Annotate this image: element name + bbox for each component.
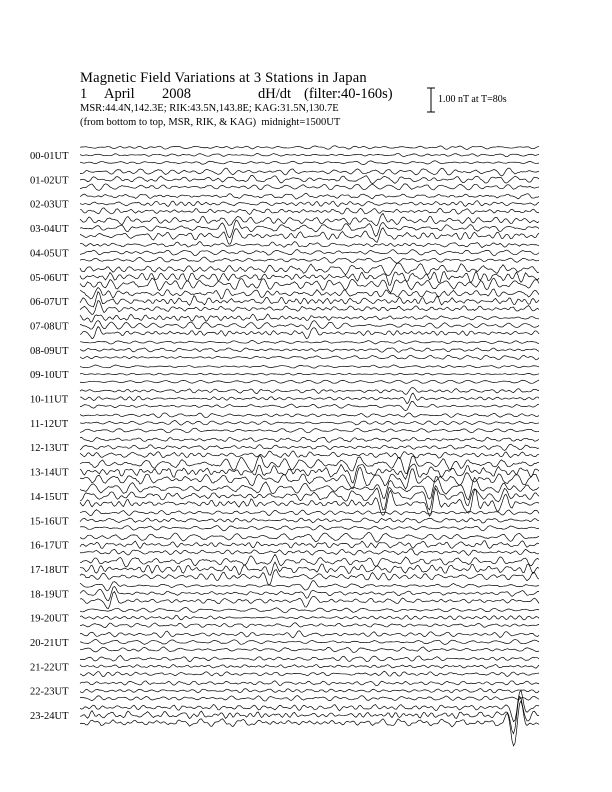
trace-kag-hour-21 bbox=[80, 656, 539, 662]
trace-kag-hour-4 bbox=[80, 242, 539, 248]
trace-rik-hour-1 bbox=[80, 175, 539, 183]
quantity-label: dH/dt bbox=[258, 86, 292, 102]
trace-rik-hour-4 bbox=[80, 250, 539, 256]
trace-msr-hour-8 bbox=[80, 355, 539, 360]
row-label: 12-13UT bbox=[30, 443, 69, 455]
row-label: 13-14UT bbox=[30, 467, 69, 479]
trace-msr-hour-5 bbox=[80, 278, 539, 293]
order-note-text: (from bottom to top, MSR, RIK, & KAG) bbox=[80, 117, 257, 128]
row-label: 19-20UT bbox=[30, 613, 69, 625]
row-label: 04-05UT bbox=[30, 248, 69, 260]
scale-bar-label: 1.00 nT at T=80s bbox=[438, 94, 507, 105]
row-label: 01-02UT bbox=[30, 175, 69, 187]
trace-msr-hour-14 bbox=[80, 488, 539, 516]
row-label: 14-15UT bbox=[30, 491, 69, 503]
trace-msr-hour-10 bbox=[80, 401, 539, 410]
row-label: 20-21UT bbox=[30, 638, 69, 649]
row-label: 00-01UT bbox=[30, 151, 69, 162]
row-label: 22-23UT bbox=[30, 686, 69, 698]
trace-kag-hour-12 bbox=[80, 437, 539, 442]
trace-rik-hour-15 bbox=[80, 518, 539, 523]
trace-kag-hour-16 bbox=[80, 532, 539, 542]
trace-kag-hour-20 bbox=[80, 631, 539, 638]
trace-kag-hour-7 bbox=[80, 314, 539, 322]
filter-label: (filter:40-160s) bbox=[304, 86, 393, 102]
trace-msr-hour-12 bbox=[80, 451, 539, 459]
midnight-note: midnight=1500UT bbox=[261, 117, 341, 128]
trace-kag-hour-8 bbox=[80, 340, 539, 344]
trace-rik-hour-16 bbox=[80, 541, 539, 549]
station-coordinates: MSR:44.4N,142.3E; RIK:43.5N,143.8E; KAG:31.5N,130.7E bbox=[80, 103, 339, 114]
row-label: 05-06UT bbox=[30, 272, 69, 284]
row-label: 11-12UT bbox=[30, 418, 69, 430]
row-label: 15-16UT bbox=[30, 516, 69, 528]
trace-rik-hour-13 bbox=[80, 464, 539, 483]
trace-rik-hour-7 bbox=[80, 321, 539, 330]
trace-rik-hour-21 bbox=[80, 664, 539, 668]
trace-kag-hour-0 bbox=[80, 146, 539, 150]
trace-rik-hour-11 bbox=[80, 421, 539, 425]
trace-kag-hour-14 bbox=[80, 476, 539, 499]
trace-kag-hour-1 bbox=[80, 168, 539, 176]
trace-msr-hour-22 bbox=[80, 696, 539, 702]
row-label: 17-18UT bbox=[30, 564, 69, 576]
row-label: 18-19UT bbox=[30, 589, 69, 601]
trace-rik-hour-18 bbox=[80, 586, 539, 600]
trace-kag-hour-22 bbox=[80, 681, 539, 686]
trace-kag-hour-6 bbox=[80, 288, 539, 299]
trace-rik-hour-2 bbox=[80, 201, 539, 207]
trace-rik-hour-6 bbox=[80, 292, 539, 307]
trace-msr-hour-9 bbox=[80, 380, 539, 383]
trace-kag-hour-19 bbox=[80, 608, 539, 613]
trace-kag-hour-10 bbox=[80, 388, 539, 395]
trace-kag-hour-3 bbox=[80, 213, 539, 225]
date-month: April bbox=[104, 86, 135, 102]
trace-rik-hour-12 bbox=[80, 444, 539, 450]
chart-title: Magnetic Field Variations at 3 Stations in Japan bbox=[80, 70, 367, 86]
trace-kag-hour-18 bbox=[80, 581, 539, 591]
trace-rik-hour-23 bbox=[80, 696, 539, 733]
trace-msr-hour-16 bbox=[80, 549, 539, 556]
trace-msr-hour-4 bbox=[80, 257, 539, 263]
row-label: 23-24UT bbox=[30, 711, 69, 723]
trace-msr-hour-1 bbox=[80, 184, 539, 190]
row-label: 21-22UT bbox=[30, 662, 69, 674]
trace-msr-hour-20 bbox=[80, 647, 539, 653]
trace-msr-hour-2 bbox=[80, 208, 539, 215]
trace-kag-hour-9 bbox=[80, 365, 539, 368]
row-label: 08-09UT bbox=[30, 345, 69, 357]
trace-kag-hour-17 bbox=[80, 554, 539, 567]
trace-kag-hour-11 bbox=[80, 413, 539, 418]
row-label: 06-07UT bbox=[30, 297, 69, 309]
trace-rik-hour-0 bbox=[80, 153, 539, 156]
trace-rik-hour-14 bbox=[80, 486, 539, 510]
row-label: 07-08UT bbox=[30, 321, 69, 333]
trace-msr-hour-7 bbox=[80, 327, 539, 339]
row-label: 10-11UT bbox=[30, 394, 69, 406]
trace-msr-hour-21 bbox=[80, 671, 539, 676]
trace-rik-hour-9 bbox=[80, 373, 539, 375]
trace-rik-hour-20 bbox=[80, 639, 539, 644]
trace-rik-hour-19 bbox=[80, 615, 539, 620]
trace-msr-hour-19 bbox=[80, 623, 539, 628]
date-day: 1 bbox=[80, 86, 88, 102]
trace-msr-hour-6 bbox=[80, 301, 539, 315]
trace-msr-hour-0 bbox=[80, 161, 539, 165]
trace-msr-hour-17 bbox=[80, 570, 539, 586]
row-label: 03-04UT bbox=[30, 224, 69, 236]
trace-msr-hour-15 bbox=[80, 525, 539, 530]
row-label: 16-17UT bbox=[30, 540, 69, 552]
trace-rik-hour-8 bbox=[80, 348, 539, 352]
trace-msr-hour-11 bbox=[80, 428, 539, 433]
trace-kag-hour-2 bbox=[80, 193, 539, 199]
trace-rik-hour-22 bbox=[80, 689, 539, 693]
row-label: 09-10UT bbox=[30, 370, 69, 382]
date-year: 2008 bbox=[162, 86, 191, 102]
trace-rik-hour-10 bbox=[80, 393, 539, 404]
trace-kag-hour-5 bbox=[80, 263, 539, 275]
row-label: 02-03UT bbox=[30, 199, 69, 211]
